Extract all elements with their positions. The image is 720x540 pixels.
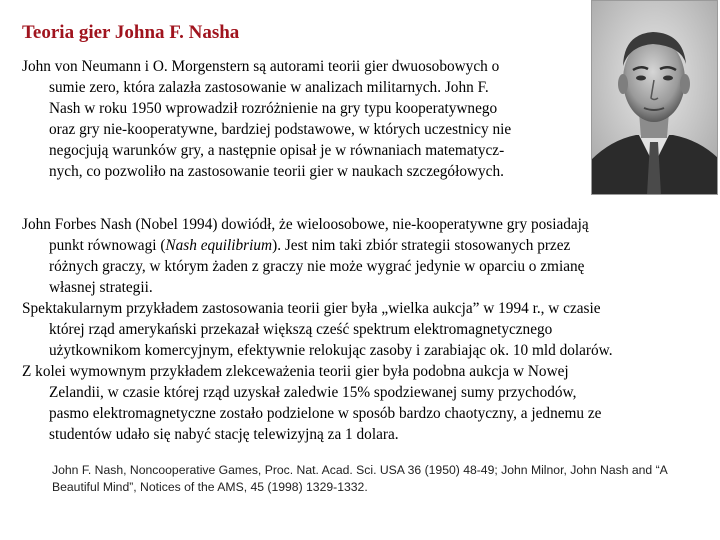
nz-paragraph-line: Zelandii, w czasie której rząd uzyskał zaledwie 15% spodziewanej sumy przychodów,: [49, 384, 577, 401]
auction-paragraph-line: Spektakularnym przykładem zastosowania teorii gier była „wielka aukcja” w 1994 r., w czasie: [22, 300, 601, 317]
auction-paragraph-line: której rząd amerykański przekazał większą cześć spektrum elektromagnetycznego: [49, 321, 553, 338]
intro-line: sumie zero, która zalazła zastosowanie w analizach militarnych. John F.: [49, 79, 489, 96]
nash-paragraph-line: [22, 235, 613, 256]
nash-paragraph-line: własnej strategii.: [49, 279, 153, 296]
nz-paragraph-line: pasmo elektromagnetyczne zostało podzielone w sposób bardzo chaotyczny, a jednemu ze: [49, 405, 602, 422]
portrait-photo: [591, 0, 718, 195]
nash-text-after-term: ). Jest nim taki zbiór strategii stosowanych przez: [272, 237, 571, 254]
intro-line: nych, co pozwoliło na zastosowanie teorii gier w naukach szczegółowych.: [49, 163, 504, 180]
auction-paragraph-line: użytkownikom komercyjnym, efektywnie relokując zasoby i zarabiając ok. 10 mld dolarów.: [49, 342, 613, 359]
intro-line: John von Neumann i O. Morgenstern są autorami teorii gier dwuosobowych o: [22, 58, 500, 75]
slide-title: Teoria gier Johna F. Nasha: [22, 22, 240, 43]
intro-line: Nash w roku 1950 wprowadził rozróżnienie na gry typu kooperatywnego: [49, 100, 498, 117]
main-text-block: [22, 214, 613, 445]
nash-paragraph-line: John Forbes Nash (Nobel 1994) dowiódł, że wieloosobowe, nie-kooperatywne gry posiadają: [22, 216, 589, 233]
intro-line: negocjują warunków gry, a następnie opisał je w równaniach matematycz-: [49, 142, 505, 159]
nash-paragraph-line: różnych graczy, w którym żaden z graczy nie może wygrać jedynie w oparciu o zmianę: [49, 258, 585, 275]
reference-line: John F. Nash, Noncooperative Games, Proc. Nat. Acad. Sci. USA 36 (1950) 48-49; John Milnor, John Nash and “A: [52, 463, 668, 477]
nz-paragraph-line: Z kolei wymownym przykładem zlekceważenia teorii gier była podobna aukcja w Nowej: [22, 363, 569, 380]
portrait-photo-drawing: [591, 0, 718, 195]
nz-paragraph-line: studentów udało się nabyć stację telewizyjną za 1 dolara.: [49, 426, 399, 443]
nash-text-before-term: punkt równowagi (: [49, 237, 166, 254]
intro-paragraph: [22, 56, 511, 182]
reference-line: Beautiful Mind”, Notices of the AMS, 45 (1998) 1329-1332.: [52, 480, 368, 494]
nash-equilibrium-term: Nash equilibrium: [165, 237, 273, 254]
reference-citation: [52, 462, 668, 496]
intro-line: oraz gry nie-kooperatywne, bardziej podstawowe, w których uczestnicy nie: [49, 121, 512, 138]
